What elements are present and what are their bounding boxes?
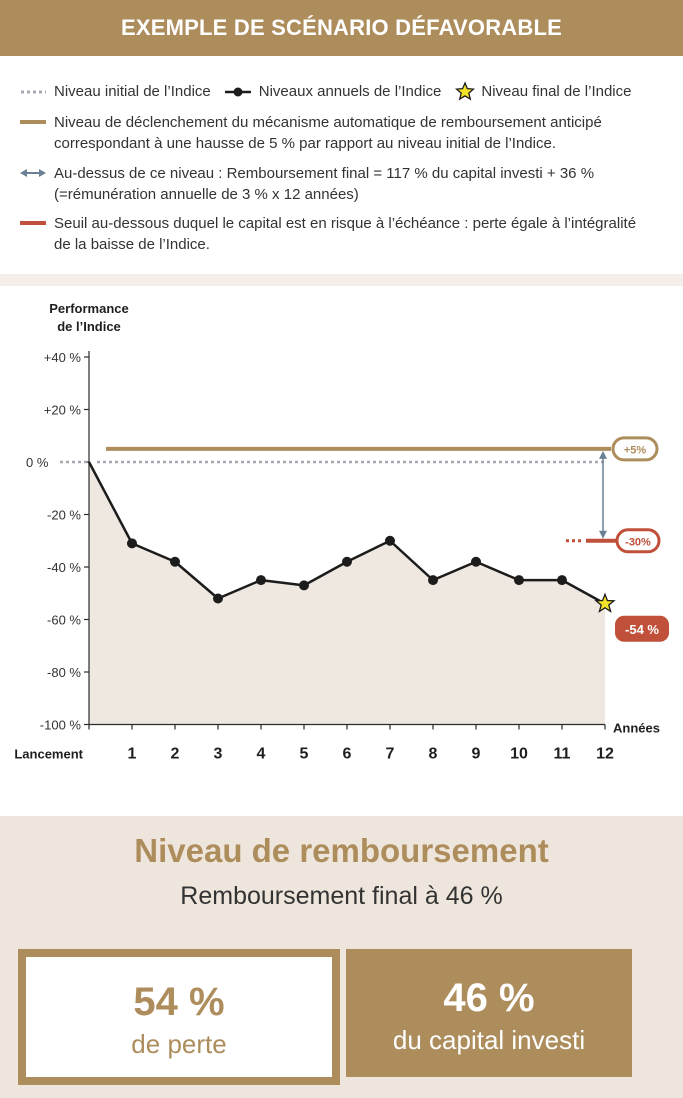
data-point	[299, 580, 309, 590]
y-tick-label: 0 %	[26, 455, 49, 470]
double-arrow-icon	[20, 163, 46, 184]
legend-row-3	[20, 163, 660, 205]
capital-value: 46 %	[443, 976, 535, 1020]
y-axis-title: de l’Indice	[57, 319, 121, 334]
data-point	[428, 575, 438, 585]
star-icon	[455, 81, 475, 102]
trigger-badge-label: +5%	[623, 444, 647, 457]
y-tick-label: -40 %	[47, 560, 81, 575]
result-subtitle: Remboursement final à 46 %	[180, 882, 503, 910]
data-point	[342, 557, 352, 567]
data-point	[514, 575, 524, 585]
y-tick-label: -100 %	[39, 717, 81, 733]
x-tick-label: 5	[299, 745, 309, 763]
x-tick-label: 12	[596, 745, 614, 763]
data-point	[557, 575, 567, 585]
line-dot-icon	[225, 81, 251, 102]
x-tick-label: 7	[385, 745, 395, 763]
red-line-icon	[20, 213, 46, 234]
area-under-series	[89, 462, 605, 725]
legend-label-above: Au-dessus de ce niveau : Remboursement final = 117 % du capital investi + 36 % (=rémunération annuelle de 3 % x 12 années)	[54, 165, 595, 203]
x-tick-label: 4	[256, 745, 266, 763]
x-tick-label: 8	[428, 745, 438, 763]
data-point	[127, 538, 137, 548]
data-point	[256, 575, 266, 585]
y-tick-label: -20 %	[47, 507, 81, 523]
y-axis-title: Performance	[49, 301, 129, 316]
risk-badge-label: -30%	[625, 536, 651, 549]
y-tick-label: +20 %	[43, 402, 81, 418]
legend-item-annual	[225, 81, 442, 102]
x-axis-title: Années	[613, 720, 660, 736]
x-tick-label: 11	[553, 745, 571, 763]
final-value-label: -54 %	[625, 621, 659, 637]
range-arrow-up	[599, 451, 607, 459]
loss-caption: de perte	[131, 1029, 227, 1059]
data-point	[170, 557, 180, 567]
data-point	[471, 557, 481, 567]
capital-box	[346, 949, 632, 1077]
area-fill	[89, 462, 605, 725]
data-point	[385, 536, 395, 546]
x-tick-label: 6	[342, 745, 352, 763]
legend-label-annual: Niveaux annuels de l’Indice	[258, 83, 442, 100]
x-tick-label: 10	[510, 745, 528, 763]
legend-label-initial: Niveau initial de l’Indice	[54, 83, 211, 100]
x-tick-label: 3	[213, 745, 223, 763]
separator-band	[0, 274, 683, 286]
x-tick-label: 1	[127, 745, 137, 763]
page-title: EXEMPLE DE SCÉNARIO DÉFAVORABLE	[121, 15, 562, 40]
y-tick-label: -80 %	[47, 665, 81, 680]
legend-label-trigger: Niveau de déclenchement du mécanisme automatique de remboursement anticipé correspondant à une hausse de 5 % par rapport au niveau initial de l’Indice.	[54, 114, 602, 152]
y-tick-label: -60 %	[47, 612, 81, 628]
range-arrow-down	[599, 531, 607, 539]
capital-caption: du capital investi	[392, 1025, 586, 1055]
gold-line-icon	[20, 112, 46, 133]
legend-item-initial	[20, 81, 211, 102]
x-tick-label: 2	[170, 745, 180, 763]
loss-box	[18, 949, 340, 1085]
y-tick-label: +40 %	[43, 350, 81, 365]
x-tick-label: Lancement	[14, 746, 83, 762]
legend-row-1	[20, 81, 645, 102]
legend-row-2	[20, 112, 660, 154]
x-tick-label: 9	[471, 745, 481, 763]
legend-label-risk: Seuil au-dessous duquel le capital est en risque à l’échéance : perte égale à l’intégralité de la baisse de l’Indice.	[54, 215, 637, 253]
result-title: Niveau de remboursement	[134, 832, 549, 869]
legend-label-final: Niveau final de l’Indice	[481, 83, 632, 100]
legend-row-4	[20, 213, 660, 255]
loss-value: 54 %	[133, 980, 225, 1024]
data-point	[213, 594, 223, 604]
header-bar	[0, 0, 683, 56]
dotted-line-icon	[20, 81, 46, 102]
performance-chart	[0, 286, 683, 806]
legend-item-final	[455, 81, 631, 102]
